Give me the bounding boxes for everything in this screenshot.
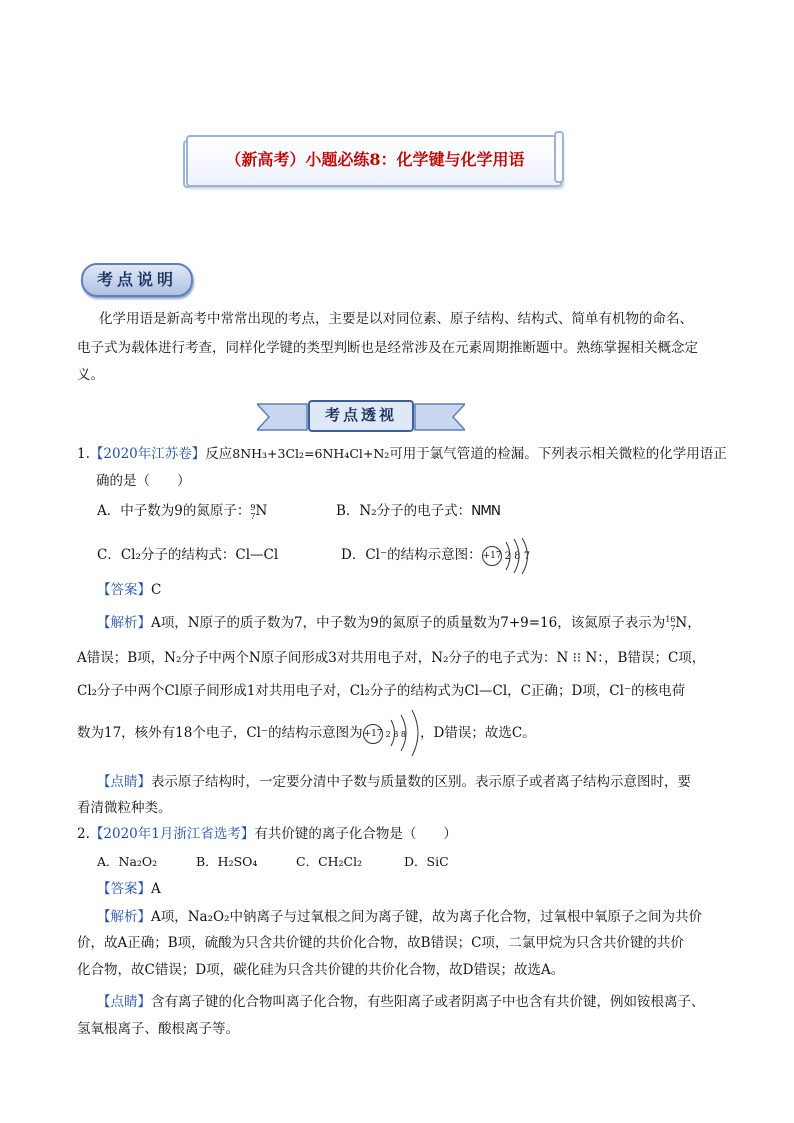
q2-answer-value: A [151,881,161,897]
q1-analysis-l1-text: A项，N原子的质子数为7，中子数为9的氮原子的质量数为7+9=16，该氮原子表示为 [151,615,666,631]
q1-stem-line-1 [77,441,727,467]
q1-answer-tag: 【答案】 [97,582,151,598]
q2-stem-text: 有共价键的离子化合物是（ ） [254,826,457,842]
q1-option-a-proton: 7 [250,511,256,521]
q1-analysis-tag: 【解析】 [97,615,151,631]
q2-analysis-line-2: 价，故A正确；B项，硫酸为只含共价键的共价化合物，故B错误；C项，二氯甲烷为只含共价键的共价 [77,935,684,951]
q1-stem-line-2: 确的是（ ） [96,473,191,489]
q2-source: 【2020年1月浙江省选考】 [89,826,255,842]
q2-option-a: A．Na₂O₂ [97,854,158,869]
page-title: （新高考）小题必练8：化学键与化学用语 [225,150,525,169]
q1-analysis-l4-nucleus: +17 [363,724,383,744]
q1-analysis-line-3: Cl₂分子中两个Cl原子间形成1对共用电子对，Cl₂分子的结构式为Cl—Cl，C正确；D项，Cl⁻的核电荷 [77,683,686,699]
q1-analysis-l1-proton: 7 [670,623,676,633]
q1-tip-line-2: 看清微粒种类。 [77,800,172,816]
q1-option-a-element: N [255,503,268,519]
q2-number: 2. [77,826,90,842]
intro-paragraph-line-2: 电子式为载体进行考查，同样化学键的类型判断也是经常涉及在元素周期推断题中。熟练掌握相关概念定 [77,340,698,356]
q1-option-b-formula: NMN [471,503,501,519]
q1-analysis-l1-element: N， [675,615,701,631]
q1-option-d-label: D．Cl⁻的结构示意图： [341,547,482,563]
q2-stem [77,821,457,847]
q1-tip-tag: 【点睛】 [97,774,151,790]
q1-source: 【2020年江苏卷】 [89,446,206,462]
q2-tip-tag: 【点睛】 [97,994,151,1010]
q2-option-d: D．SiC [404,854,449,869]
q2-option-b: B．H₂SO₄ [196,854,258,869]
q2-tip-text: 含有离子键的化合物叫离子化合物，有些阳离子或者阴离子中也含有共价键，例如铵根离子、 [151,994,705,1010]
q1-option-d-shell-arcs [504,538,534,574]
q1-option-a [97,498,267,524]
intro-paragraph-line-1: 化学用语是新高考中常常出现的考点，主要是以对同位素、原子结构、结构式、简单有机物的命名、 [99,311,693,327]
q1-tip-text: 表示原子结构时，一定要分清中子数与质量数的区别。表示原子或者离子结构示意图时，要 [151,774,691,790]
q1-analysis-line-2: A错误；B项，N₂分子中两个N原子间形成3对共用电子对，N₂分子的电子式为：N ⁝⁝ N：，B错误；C项， [77,650,706,666]
q2-answer-tag: 【答案】 [97,881,151,897]
q2-tip-line-2: 氢氧根离子、酸根离子等。 [77,1021,239,1037]
q1-analysis-shell-arcs [389,710,425,756]
q1-answer-value: C [151,582,162,598]
q1-analysis-l4-end: ，D错误；故选C。 [420,725,536,741]
section-badge-exam-point-perspective: 考点透视 [324,406,397,424]
title-scroll-right-roll [554,131,564,183]
q2-answer [97,876,161,902]
q2-analysis-l1-text: A项，Na₂O₂中钠离子与过氧根之间为离子键，故为离子化合物，过氧根中氧原子之间为共价 [151,909,703,925]
q1-analysis-l4-text: 数为17，核外有18个电子，Cl⁻的结构示意图为 [77,725,363,741]
q1-option-a-label: A．中子数为9的氮原子： [97,503,251,519]
q1-analysis-line-4 [77,720,536,748]
q2-tip-line-1 [97,989,705,1015]
section-badge-exam-point-description: 考点说明 [81,263,193,297]
q1-stem-post: 可用于氯气管道的检漏。下列表示相关微粒的化学用语正 [389,446,727,462]
q2-analysis-line-3: 化合物，故C错误；D项，碳化硅为只含共价键的共价化合物，故D错误；故选A。 [77,962,565,978]
q1-analysis-l1-mass: 16 [665,614,676,624]
q1-analysis-l4-shells: 2 8 8 [385,730,406,739]
q1-number: 1. [77,446,90,462]
q1-option-c: C．Cl₂分子的结构式：Cl—Cl [97,547,279,563]
q1-option-d-shells: 2 8 7 [504,551,531,562]
q1-equation: 8NH₃+3Cl₂=6NH₄Cl+N₂ [232,446,390,461]
q2-option-c: C．CH₂Cl₂ [296,854,363,869]
q1-tip-line-1 [97,769,691,795]
q1-answer [97,577,161,603]
q2-analysis-tag: 【解析】 [97,909,151,925]
q1-option-d-nucleus: +17 [482,546,502,566]
q1-option-d [341,542,530,570]
q1-analysis-line-1 [97,610,701,636]
intro-paragraph-line-3: 义。 [77,367,104,383]
q2-analysis-line-1 [97,904,702,930]
q1-option-b-label: B．N₂分子的电子式： [336,503,472,519]
q1-stem-pre: 反应 [205,446,233,462]
q1-option-a-mass: 9 [250,502,256,512]
q1-option-b [336,498,500,524]
